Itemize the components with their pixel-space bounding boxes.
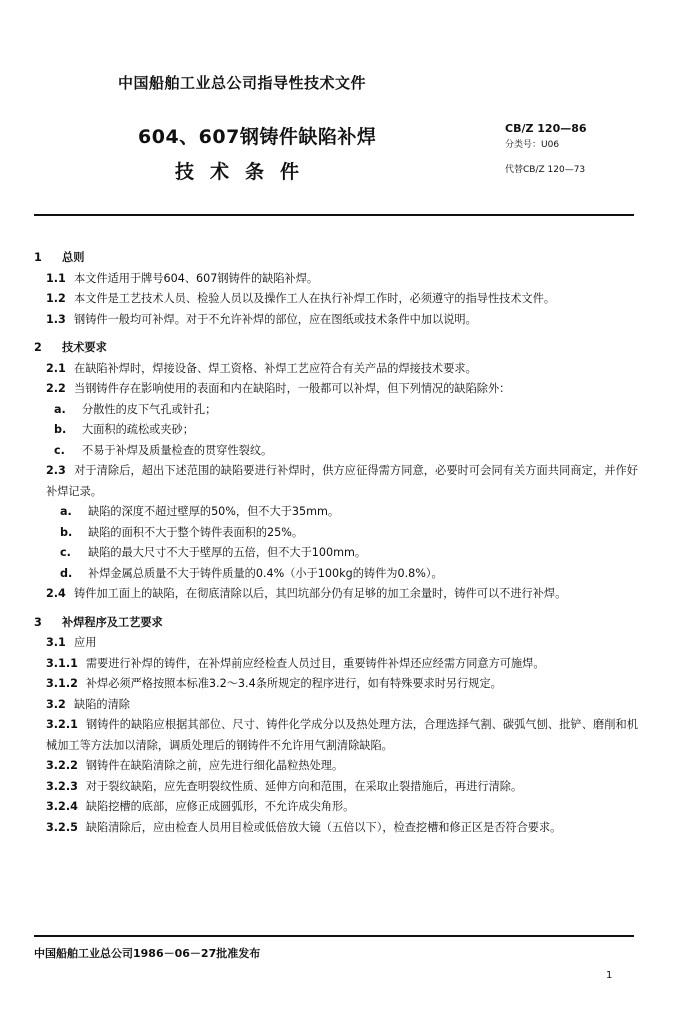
clause-text: 对于清除后，超出下述范围的缺陷要进行补焊时，供方应征得需方同意，必要时可会同有关方面共同商定，并作好补焊记录。	[46, 464, 638, 498]
header-divider	[34, 214, 634, 216]
clause-text: 缺陷的深度不超过壁厚的50%，但不大于35mm。	[88, 505, 340, 518]
doc-title-line1: 604、607钢铸件缺陷补焊	[138, 126, 377, 148]
clause	[34, 564, 638, 585]
clause	[34, 756, 638, 777]
clause-number: 2	[34, 341, 42, 354]
clause-number: 3.1	[46, 636, 66, 649]
clause-text: 钢铸件的缺陷应根据其部位、尺寸、铸件化学成分以及热处理方法，合理选择气割、碳弧气刨、批铲、磨削和机械加工等方法加以清除，调质处理后的钢铸件不允许用气割清除缺陷。	[46, 718, 638, 752]
clause-text: 缺陷挖槽的底部，应修正成圆弧形，不允许成尖角形。	[85, 800, 355, 813]
clause	[34, 695, 638, 716]
clause-text: 缺陷清除后，应由检查人员用目检或低倍放大镜（五倍以下），检查挖槽和修正区是否符合要求。	[85, 820, 562, 834]
clause	[34, 420, 638, 441]
issue-statement: 中国船舶工业总公司1986－06－27批准发布	[34, 947, 261, 960]
org-title: 中国船舶工业总公司指导性技术文件	[118, 74, 367, 92]
replaces-standard: 代替CB/Z 120—73	[505, 165, 586, 175]
clause-text: 补焊金属总质量不大于铸件质量的0.4%（小于100kg的铸件为0.8%）。	[88, 566, 443, 580]
clause-number: b.	[54, 423, 67, 436]
clause-number: 2.2	[46, 382, 66, 395]
clause-text: 缺陷的清除	[74, 697, 130, 711]
clause-text: 总则	[62, 251, 85, 264]
clause	[34, 674, 638, 695]
clause-text: 对于裂纹缺陷，应先查明裂纹性质、延伸方向和范围，在采取止裂措施后，再进行清除。	[85, 779, 523, 793]
clause	[34, 441, 638, 462]
clause-number: 3.2	[46, 697, 66, 711]
clause-text: 不易于补焊及质量检查的贯穿性裂纹。	[82, 443, 273, 457]
clause	[34, 797, 638, 818]
clause-text: 当钢铸件存在影响使用的表面和内在缺陷时，一般都可以补焊，但下列情况的缺陷除外：	[74, 382, 511, 395]
clause	[34, 715, 638, 756]
clause-text: 大面积的疏松或夹砂；	[82, 423, 194, 436]
clause-text: 补焊必须严格按照本标准3.2～3.4条所规定的程序进行，如有特殊要求时另行规定。	[85, 677, 502, 690]
section-heading	[34, 613, 638, 634]
clause-text: 分散性的皮下气孔或针孔；	[82, 402, 217, 416]
clause-number: 3.2.5	[46, 820, 78, 834]
section-heading	[34, 338, 638, 359]
clause-text: 技术要求	[62, 341, 107, 354]
clause-number: d.	[60, 566, 73, 580]
clause	[34, 543, 638, 564]
clause-number: c.	[60, 546, 71, 559]
doc-title-line2: 技术条件	[175, 161, 316, 183]
clause	[34, 269, 638, 290]
clause	[34, 584, 638, 605]
clause	[34, 818, 638, 839]
clause	[34, 777, 638, 798]
clause-text: 铸件加工面上的缺陷，在彻底清除以后，其凹坑部分仍有足够的加工余量时，铸件可以不进行补焊。	[74, 587, 567, 600]
clause	[34, 310, 638, 331]
page-number: 1	[606, 970, 613, 981]
clause-text: 钢铸件一般均可补焊。对于不允许补焊的部位，应在图纸或技术条件中加以说明。	[74, 312, 477, 326]
clause-text: 缺陷的面积不大于整个铸件表面积的25%。	[88, 525, 304, 539]
document-body	[34, 240, 638, 838]
clause-number: 3.1.1	[46, 656, 78, 670]
clause	[34, 379, 638, 400]
clause-number: 3.1.2	[46, 677, 78, 690]
clause-number: 2.1	[46, 361, 66, 375]
clause-number: 3.2.4	[46, 800, 78, 813]
clause-text: 在缺陷补焊时，焊接设备、焊工资格、补焊工艺应符合有关产品的焊接技术要求。	[74, 361, 477, 375]
clause-text: 本文件适用于牌号604、607钢铸件的缺陷补焊。	[74, 271, 319, 285]
standard-number: CB/Z 120—86	[505, 122, 587, 135]
clause-text: 钢铸件在缺陷清除之前，应先进行细化晶粒热处理。	[85, 759, 344, 772]
clause-number: a.	[60, 505, 72, 518]
clause	[34, 502, 638, 523]
clause-number: 2.4	[46, 587, 66, 600]
clause	[34, 359, 638, 380]
clause-number: b.	[60, 525, 73, 539]
clause-number: 1.2	[46, 292, 66, 305]
clause-number: 1.1	[46, 271, 66, 285]
clause-number: c.	[54, 443, 65, 457]
section-heading	[34, 248, 638, 269]
clause	[34, 523, 638, 544]
clause-number: a.	[54, 402, 66, 416]
clause	[34, 289, 638, 310]
clause-number: 1.3	[46, 312, 66, 326]
clause-number: 1	[34, 251, 42, 264]
clause-text: 补焊程序及工艺要求	[62, 615, 163, 629]
clause	[34, 400, 638, 421]
footer-divider	[34, 935, 634, 937]
clause	[34, 654, 638, 675]
clause-number: 2.3	[46, 464, 66, 477]
clause-number: 3	[34, 615, 42, 629]
clause	[34, 633, 638, 654]
clause-text: 需要进行补焊的铸件，在补焊前应经检查人员过目，重要铸件补焊还应经需方同意方可施焊。	[85, 656, 545, 670]
class-number: 分类号：U06	[505, 140, 560, 150]
clause-text: 本文件是工艺技术人员、检验人员以及操作工人在执行补焊工作时，必须遵守的指导性技术文件。	[74, 292, 556, 305]
clause-text: 缺陷的最大尺寸不大于壁厚的五倍，但不大于100mm。	[88, 546, 367, 559]
clause	[34, 461, 638, 502]
clause-text: 应用	[74, 636, 97, 649]
clause-number: 3.2.2	[46, 759, 78, 772]
clause-number: 3.2.1	[46, 718, 78, 731]
clause-number: 3.2.3	[46, 779, 78, 793]
